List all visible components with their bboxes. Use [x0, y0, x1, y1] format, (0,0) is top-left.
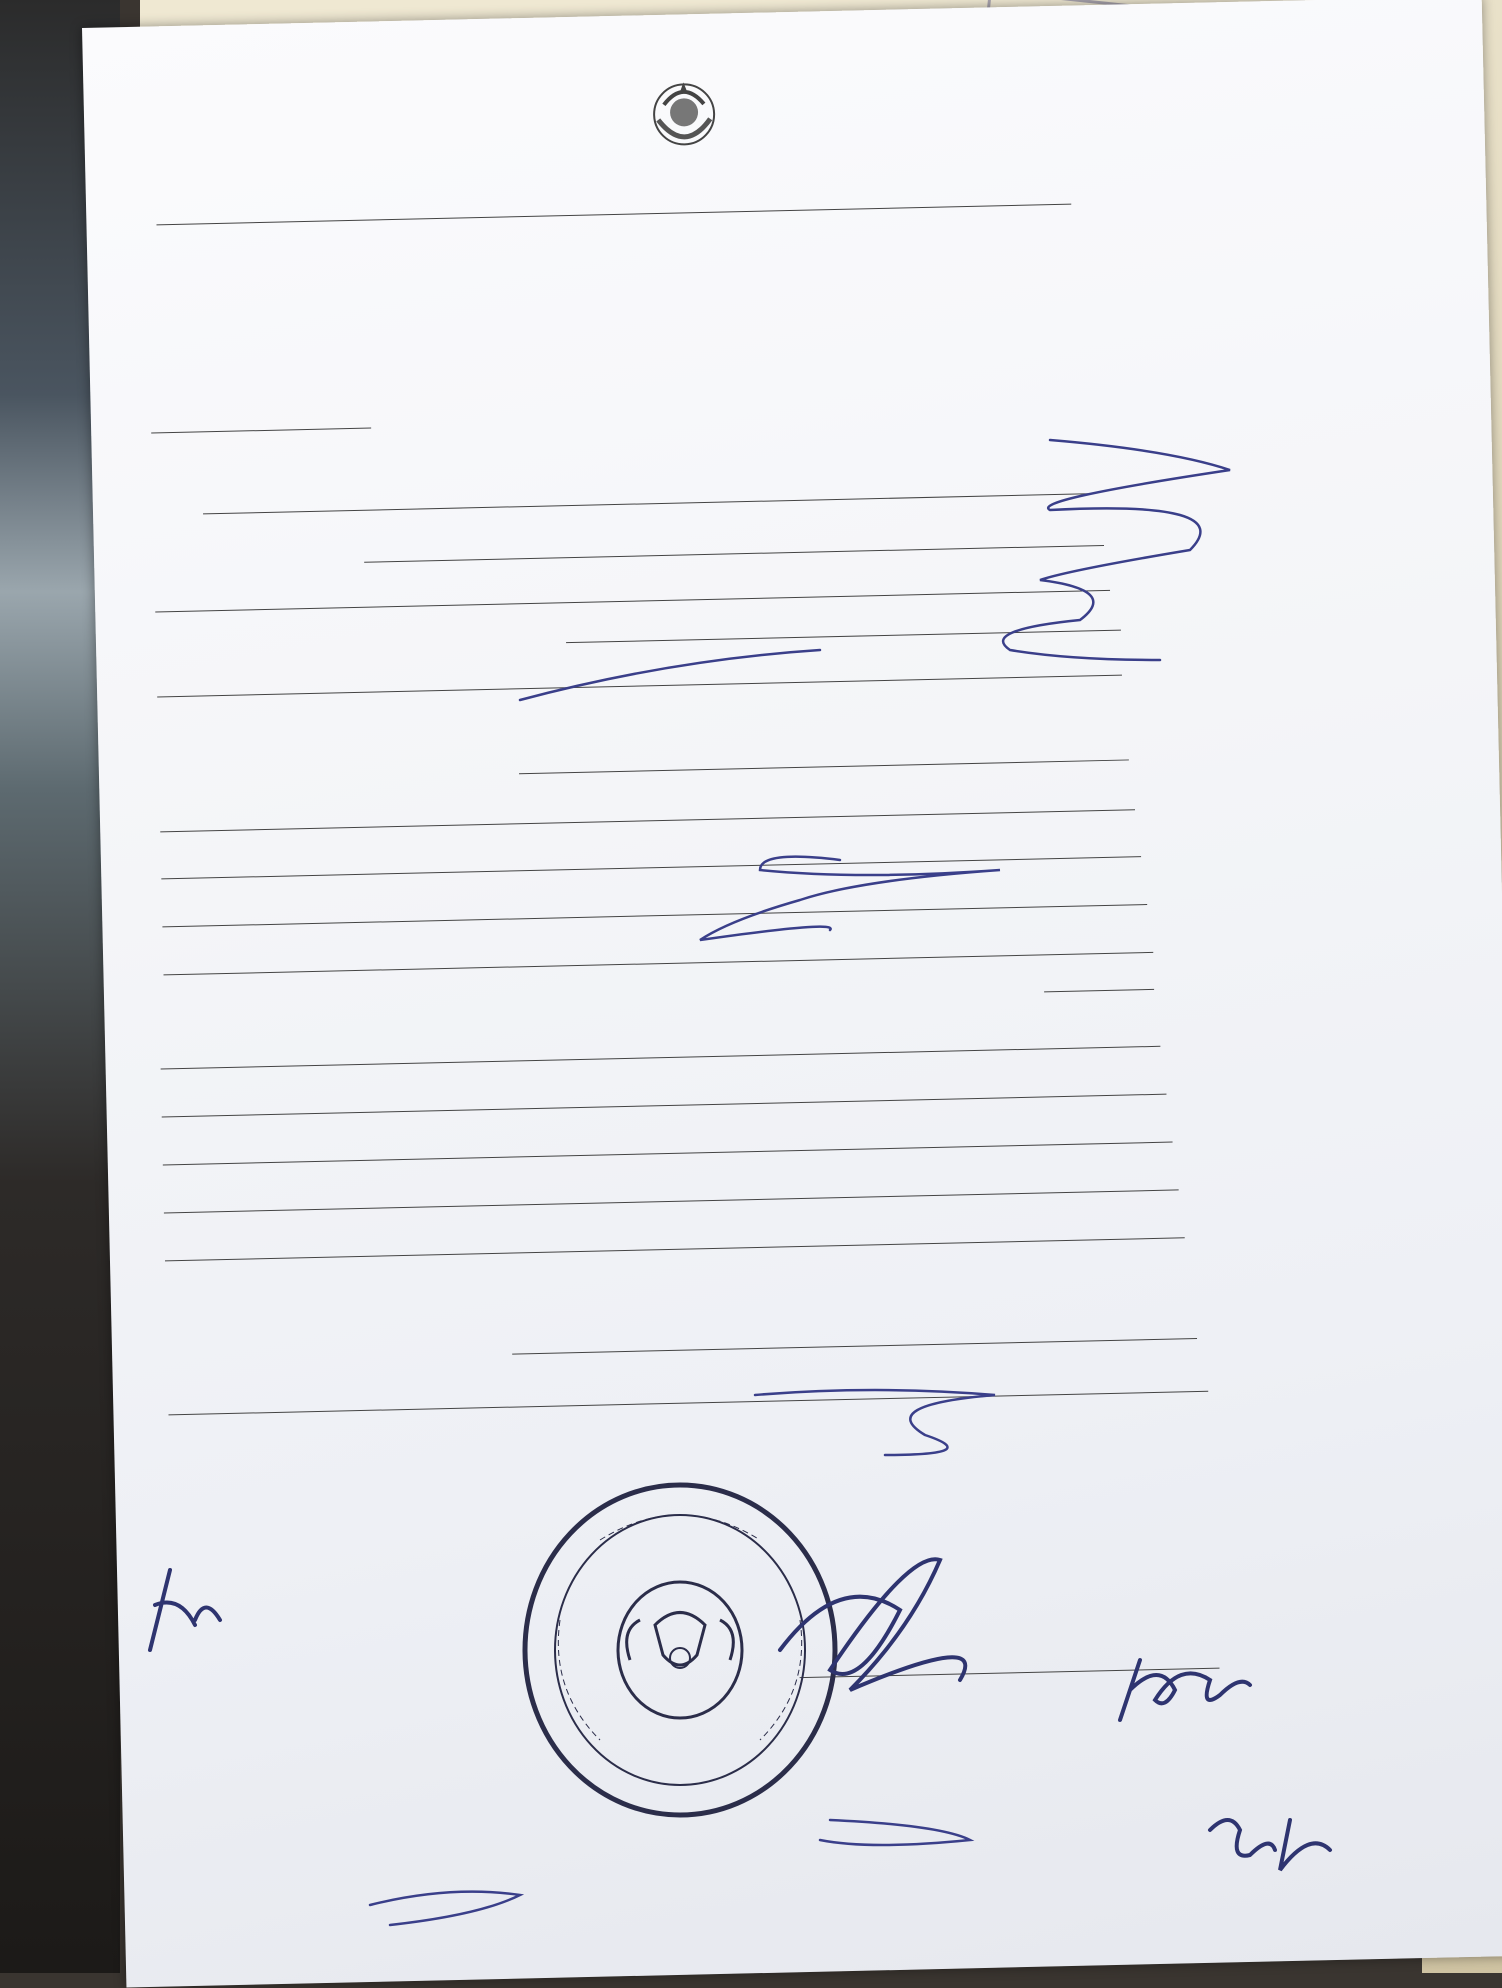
ink-scribbles — [370, 440, 1230, 1925]
official-seal — [525, 1485, 835, 1815]
handwritten-signatures — [150, 1559, 1330, 1870]
